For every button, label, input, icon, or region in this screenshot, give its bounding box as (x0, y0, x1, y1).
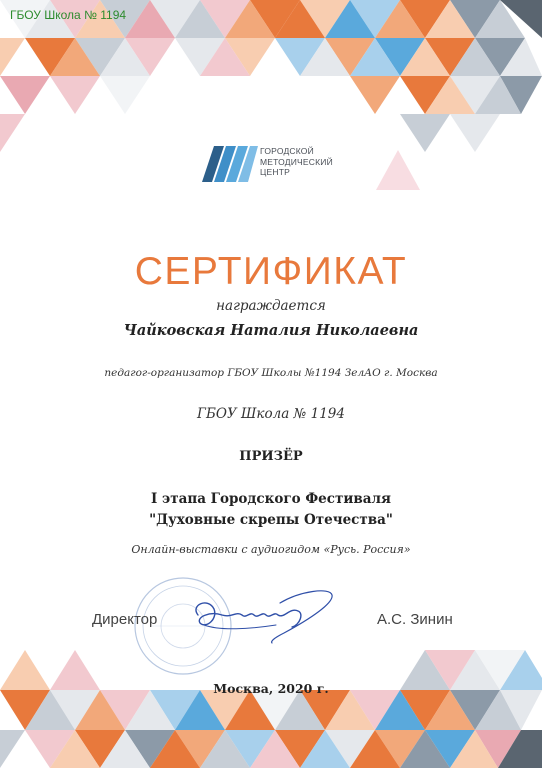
logo-caption-line-3: ЦЕНТР (260, 167, 290, 177)
recipient-position: педагог-организатор ГБОУ Школы №1194 ЗелАО г. Москва (104, 367, 438, 379)
director-name: А.С. Зинин (377, 611, 453, 628)
award-status: ПРИЗЁР (239, 449, 303, 464)
school-corner-label: ГБОУ Школа № 1194 (10, 8, 127, 22)
director-label: Директор (92, 611, 158, 628)
place-and-date: Москва, 2020 г. (213, 681, 329, 696)
recipient-name: Чайковская Наталия Николаевна (123, 322, 419, 339)
logo-caption (260, 146, 333, 178)
certificate-title: СЕРТИФИКАТ (134, 250, 408, 293)
logo-caption-line-2: МЕТОДИЧЕСКИЙ (260, 156, 333, 167)
event-title-line-2: "Духовные скрепы Отечества" (149, 512, 393, 528)
event-title-line-1: I этапа Городского Фестиваля (150, 491, 391, 507)
handwritten-signature-icon (180, 585, 340, 645)
awarded-text: награждается (216, 298, 326, 314)
logo-caption-line-1: ГОРОДСКОЙ (260, 146, 314, 156)
school-name: ГБОУ Школа № 1194 (197, 406, 345, 422)
event-subtitle: Онлайн-выставки с аудиогидом «Русь. Россия» (131, 543, 411, 556)
bottom-triangle-pattern (0, 650, 542, 768)
